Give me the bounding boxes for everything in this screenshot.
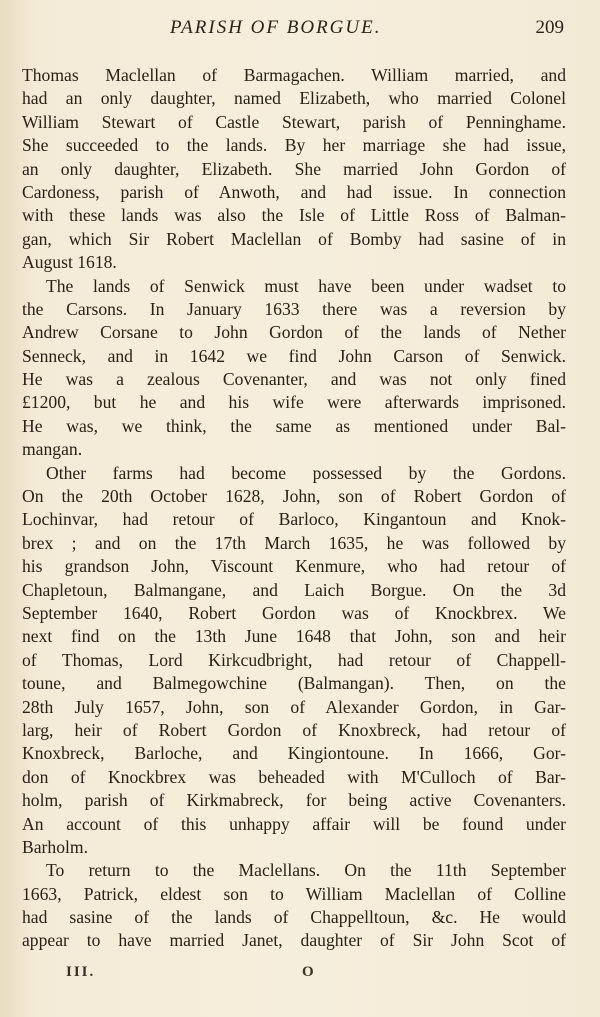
- text-line: On the 20th October 1628, John, son of Robert Gordon of: [22, 486, 566, 507]
- text-line: William Stewart of Castle Stewart, parish of Penninghame.: [22, 111, 566, 132]
- page-number: 209: [535, 17, 564, 38]
- paragraph-start-line: To return to the Maclellans. On the 11th September: [46, 860, 566, 881]
- text-line: Cardoness, parish of Anwoth, and had issue. In connection: [22, 181, 566, 202]
- body-text: [22, 64, 566, 953]
- text-line: September 1640, Robert Gordon was of Knockbrex. We: [22, 602, 566, 623]
- paragraph-start-line: Other farms had become possessed by the Gordons.: [46, 462, 566, 483]
- running-title: PARISH OF BORGUE.: [170, 17, 382, 38]
- text-line: Andrew Corsane to John Gordon of the lands of Nether: [22, 322, 566, 343]
- text-line: toune, and Balmegowchine (Balmangan). Then, on the: [22, 673, 566, 694]
- paragraph-end-line: August 1618.: [22, 252, 117, 273]
- text-line: He was, we think, the same as mentioned under Bal-: [22, 415, 566, 436]
- text-line: holm, parish of Kirkmabreck, for being active Covenanters.: [22, 790, 566, 811]
- text-line: Lochinvar, had retour of Barloco, Kingantoun and Knok-: [22, 509, 566, 530]
- signature-mark: III.: [66, 964, 96, 980]
- text-line: had sasine of the lands of Chappelltoun, &c. He would: [22, 907, 566, 928]
- page-footer: [0, 964, 600, 988]
- text-line: the Carsons. In January 1633 there was a reversion by: [22, 298, 566, 319]
- text-line: his grandson John, Viscount Kenmure, who had retour of: [22, 556, 566, 577]
- text-line: appear to have married Janet, daughter of Sir John Scot of: [22, 930, 566, 951]
- paragraph-start-line: The lands of Senwick must have been under wadset to: [46, 275, 566, 296]
- text-line: don of Knockbrex was beheaded with M'Culloch of Bar-: [22, 766, 566, 787]
- paragraph-end-line: mangan.: [22, 439, 83, 460]
- text-line: 1663, Patrick, eldest son to William Maclellan of Colline: [22, 883, 566, 904]
- paragraph-end-line: Barholm.: [22, 836, 88, 857]
- text-line: Knoxbreck, Barloche, and Kingiontoune. In 1666, Gor-: [22, 743, 566, 764]
- text-line: of Thomas, Lord Kirkcudbright, had retour of Chappell-: [22, 649, 566, 670]
- text-line: gan, which Sir Robert Maclellan of Bomby had sasine of in: [22, 228, 566, 249]
- text-line: An account of this unhappy affair will be found under: [22, 813, 566, 834]
- text-line: brex ; and on the 17th March 1635, he was followed by: [22, 532, 566, 553]
- signature-letter: O: [302, 964, 314, 980]
- text-line: She succeeded to the lands. By her marriage she had issue,: [22, 135, 566, 156]
- text-line: Thomas Maclellan of Barmagachen. William married, and: [22, 65, 566, 85]
- text-line: next find on the 13th June 1648 that John, son and heir: [22, 626, 566, 647]
- running-head: [0, 17, 600, 47]
- text-line: He was a zealous Covenanter, and was not only fined: [22, 369, 566, 390]
- text-line: an only daughter, Elizabeth. She married John Gordon of: [22, 158, 566, 179]
- text-line: Chapletoun, Balmangane, and Laich Borgue. On the 3d: [22, 579, 566, 600]
- text-line: had an only daughter, named Elizabeth, who married Colonel: [22, 88, 566, 109]
- text-line: £1200, but he and his wife were afterwards imprisoned.: [22, 392, 566, 413]
- text-line: larg, heir of Robert Gordon of Knoxbreck, had retour of: [22, 719, 566, 740]
- text-line: 28th July 1657, John, son of Alexander Gordon, in Gar-: [22, 696, 566, 717]
- text-line: Senneck, and in 1642 we find John Carson of Senwick.: [22, 345, 566, 366]
- text-line: with these lands was also the Isle of Little Ross of Balman-: [22, 205, 566, 226]
